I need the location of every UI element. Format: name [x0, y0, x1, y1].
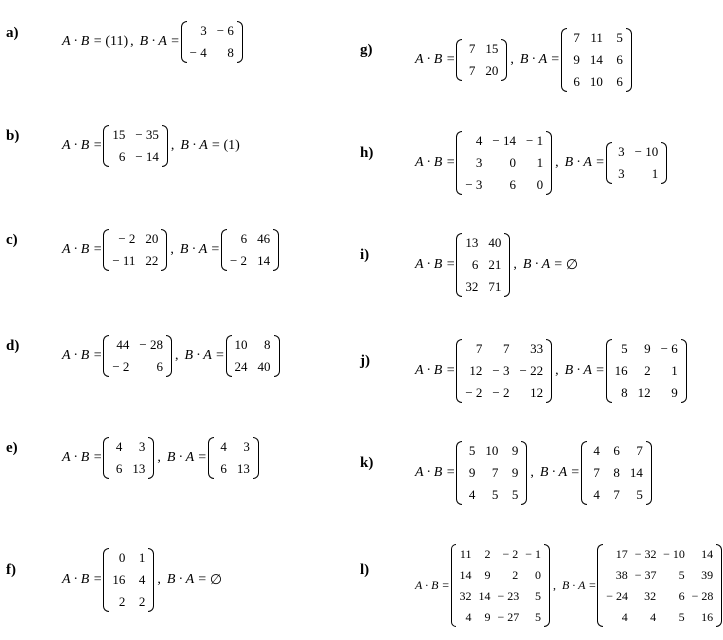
matrix-grid [109, 335, 166, 377]
right-paren [661, 142, 667, 184]
matrix-entry: 10 [234, 337, 248, 352]
matrix-entry: 0 [509, 155, 516, 170]
matrix-entry: − 3 [492, 363, 510, 378]
matrix-entry: 8 [227, 45, 234, 60]
matrix [456, 233, 510, 297]
problem-label: h) [360, 145, 374, 161]
matrix-entry: 14 [459, 567, 472, 582]
empty-set-symbol: ∅ [565, 257, 579, 273]
ab-product-label: A · B = [415, 465, 456, 480]
matrix-entry: 20 [145, 231, 159, 246]
matrix-entry: 4 [593, 443, 600, 458]
problem-label: l) [360, 562, 370, 578]
matrix-entry: − 2 [492, 385, 510, 400]
matrix-entry: 6 [509, 177, 516, 192]
matrix [581, 441, 652, 505]
matrix-entry: 0 [535, 567, 542, 582]
problem-label: e) [6, 440, 18, 456]
right-paren [544, 544, 550, 627]
matrix-entry: 12 [637, 385, 651, 400]
matrix-entry: 7 [468, 41, 476, 56]
matrix-entry: 4 [138, 572, 146, 587]
matrix-entry: 4 [621, 609, 628, 624]
matrix-entry: 38 [615, 567, 628, 582]
matrix-entry: 7 [503, 341, 510, 356]
matrix-entry: 2 [512, 567, 519, 582]
right-paren [504, 233, 510, 297]
problem-expression [415, 28, 633, 92]
matrix-entry: 40 [488, 235, 502, 250]
ab-product-label: A · B = [62, 34, 103, 49]
matrix [226, 335, 280, 377]
matrix [451, 544, 550, 627]
matrix-entry: 9 [484, 609, 491, 624]
comma-separator: , [555, 155, 559, 170]
matrix-grid [214, 437, 253, 479]
matrix-entry: 7 [468, 63, 476, 78]
matrix [208, 437, 259, 479]
matrix-entry: 2 [118, 594, 126, 609]
right-paren [546, 131, 552, 195]
matrix-entry: − 28 [691, 588, 714, 603]
problem-expression [415, 233, 578, 297]
problem-label: g) [360, 42, 373, 58]
matrix-grid [567, 28, 626, 92]
matrix-grid [109, 229, 161, 271]
matrix-entry: 9 [644, 341, 651, 356]
matrix-entry: 6 [118, 149, 126, 164]
ba-product-label: B · A = [179, 242, 220, 257]
matrix-entry: 4 [475, 133, 483, 148]
matrix-grid [462, 233, 504, 297]
matrix-entry: 13 [465, 235, 479, 250]
right-paren [546, 339, 552, 403]
matrix [456, 339, 552, 403]
matrix-entry: 44 [116, 337, 130, 352]
comma-separator: , [175, 348, 179, 363]
right-paren [646, 441, 652, 505]
matrix-entry: − 2 [502, 546, 519, 561]
matrix-entry: 5 [678, 567, 685, 582]
matrix [181, 21, 243, 63]
matrix-entry: 8 [264, 337, 271, 352]
matrix-entry: − 10 [663, 546, 685, 561]
matrix [606, 339, 687, 403]
problem-expression [62, 125, 240, 167]
matrix-entry: 33 [530, 341, 544, 356]
matrix-grid [462, 339, 546, 403]
matrix-entry: − 37 [634, 567, 657, 582]
matrix-entry: 7 [475, 341, 483, 356]
matrix-entry: 1 [138, 550, 146, 565]
scalar-result: (11) [105, 34, 129, 49]
matrix-grid [109, 125, 162, 167]
comma-separator: , [170, 138, 175, 153]
matrix-entry: 6 [678, 588, 685, 603]
matrix-entry: 20 [485, 63, 499, 78]
matrix-entry: 9 [671, 385, 678, 400]
matrix-entry: − 14 [135, 149, 159, 164]
comma-separator: , [510, 52, 514, 67]
ba-product-label: B · A = [180, 138, 221, 153]
matrix [456, 441, 527, 505]
matrix [103, 335, 172, 377]
matrix-entry: − 10 [634, 144, 659, 159]
matrix-entry: 2 [644, 363, 651, 378]
problem-expression [62, 229, 280, 271]
matrix-grid [587, 441, 646, 505]
matrix-entry: 5 [491, 487, 499, 502]
matrix-grid [232, 335, 274, 377]
right-paren [253, 437, 259, 479]
matrix-entry: 32 [459, 588, 472, 603]
matrix-entry: 0 [118, 550, 126, 565]
matrix-grid [456, 544, 544, 627]
matrix-entry: 16 [614, 363, 628, 378]
matrix-entry: 14 [589, 52, 603, 67]
matrix-entry: 6 [616, 52, 623, 67]
matrix-entry: 10 [589, 74, 603, 89]
empty-set-symbol: ∅ [209, 572, 223, 588]
problem-label: c) [6, 232, 18, 248]
matrix-entry: − 23 [497, 588, 520, 603]
matrix-entry: 10 [485, 443, 499, 458]
matrix-entry: 13 [132, 461, 146, 476]
problem-expression [415, 544, 723, 627]
matrix-entry: − 24 [606, 588, 629, 603]
matrix-entry: 8 [613, 465, 620, 480]
matrix-entry: 14 [257, 253, 271, 268]
problem-expression [62, 437, 260, 479]
ba-product-label: B · A = [522, 257, 563, 272]
matrix-entry: 3 [618, 166, 625, 181]
matrix-entry: 17 [615, 546, 628, 561]
matrix-entry: 4 [465, 609, 472, 624]
comma-separator: , [530, 465, 534, 480]
problem-label: b) [6, 128, 20, 144]
matrix-entry: 9 [511, 465, 519, 480]
matrix-entry: 2 [138, 594, 146, 609]
right-paren [716, 544, 722, 627]
matrix [456, 131, 552, 195]
problem-expression [62, 335, 281, 377]
matrix-grid [109, 548, 148, 612]
matrix-entry: − 2 [112, 359, 130, 374]
matrix-entry: 16 [112, 572, 126, 587]
matrix-entry: 9 [484, 567, 491, 582]
matrix-entry: 6 [616, 74, 623, 89]
problem-label: i) [360, 247, 370, 263]
right-paren [501, 39, 507, 81]
comma-separator: , [513, 257, 517, 272]
matrix-entry: 12 [469, 363, 483, 378]
matrix-entry: 4 [220, 439, 227, 454]
matrix-entry: 39 [701, 567, 714, 582]
right-paren [148, 548, 154, 612]
matrix-entry: 32 [644, 588, 657, 603]
matrix-entry: − 1 [526, 133, 544, 148]
matrix-entry: 9 [468, 465, 476, 480]
matrix-entry: − 11 [112, 253, 136, 268]
matrix-entry: − 1 [525, 546, 542, 561]
matrix-entry: − 32 [634, 546, 657, 561]
comma-separator: , [555, 363, 559, 378]
matrix-entry: 24 [234, 359, 248, 374]
right-paren [162, 125, 168, 167]
matrix-entry: − 35 [135, 127, 159, 142]
matrix-entry: 21 [488, 257, 502, 272]
comma-separator: , [552, 577, 556, 592]
matrix-entry: 15 [485, 41, 499, 56]
matrix-entry: 3 [200, 23, 207, 38]
ab-product-label: A · B = [62, 138, 103, 153]
problem-label: d) [6, 338, 20, 354]
comma-separator: , [130, 34, 134, 49]
matrix [561, 28, 632, 92]
matrix-entry: 6 [156, 359, 163, 374]
right-paren [626, 28, 632, 92]
ab-product-label: A · B = [62, 242, 103, 257]
problem-expression [62, 548, 222, 612]
ba-product-label: B · A = [564, 155, 605, 170]
problem-expression [62, 21, 244, 63]
matrix-grid [109, 437, 148, 479]
matrix-entry: 16 [701, 609, 714, 624]
problem-label: k) [360, 455, 374, 471]
matrix-entry: − 4 [189, 45, 207, 60]
matrix-entry: 5 [468, 443, 476, 458]
matrix-entry: 4 [468, 487, 476, 502]
matrix-grid [603, 544, 716, 627]
problem-expression [415, 131, 668, 195]
matrix-entry: 8 [621, 385, 628, 400]
matrix-entry: 5 [511, 487, 519, 502]
matrix-entry: 1 [671, 363, 678, 378]
matrix-entry: 6 [240, 231, 248, 246]
matrix-entry: − 22 [519, 363, 544, 378]
matrix-entry: − 14 [492, 133, 516, 148]
matrix-grid [462, 131, 546, 195]
matrix-entry: 22 [145, 253, 159, 268]
matrix [597, 544, 722, 627]
matrix-entry: 5 [621, 341, 628, 356]
matrix-entry: 4 [650, 609, 657, 624]
matrix-entry: 12 [530, 385, 544, 400]
matrix-entry: 3 [138, 439, 146, 454]
right-paren [166, 335, 172, 377]
matrix-entry: 13 [236, 461, 250, 476]
matrix-entry: 1 [651, 166, 659, 181]
ba-product-label: B · A = [561, 577, 597, 592]
right-paren [237, 21, 243, 63]
matrix-entry: 6 [573, 74, 580, 89]
right-paren [148, 437, 154, 479]
ba-product-label: B · A = [139, 34, 180, 49]
matrix-entry: − 2 [465, 385, 483, 400]
matrix-entry: − 6 [216, 23, 234, 38]
ab-product-label: A · B = [415, 363, 456, 378]
matrix-entry: 5 [678, 609, 685, 624]
matrix-entry: − 6 [660, 341, 678, 356]
matrix-grid [187, 21, 237, 63]
matrix-entry: 9 [511, 443, 519, 458]
problem-label: f) [6, 562, 16, 578]
scalar-result: (1) [223, 138, 240, 153]
matrix-entry: 0 [536, 177, 544, 192]
matrix [103, 229, 167, 271]
matrix-entry: 5 [636, 487, 643, 502]
comma-separator: , [157, 450, 161, 465]
matrix [103, 437, 154, 479]
ab-product-label: A · B = [62, 348, 103, 363]
matrix-entry: 14 [478, 588, 491, 603]
comma-separator: , [157, 572, 161, 587]
right-paren [521, 441, 527, 505]
ab-product-label: A · B = [415, 52, 456, 67]
matrix-entry: 14 [701, 546, 714, 561]
ab-product-label: A · B = [415, 155, 456, 170]
matrix-entry: 7 [636, 443, 643, 458]
matrix-entry: 5 [535, 609, 542, 624]
matrix-entry: 71 [488, 279, 502, 294]
matrix-grid [227, 229, 273, 271]
matrix-entry: 1 [536, 155, 544, 170]
matrix-entry: 6 [471, 257, 479, 272]
matrix-entry: − 2 [118, 231, 136, 246]
ba-product-label: B · A = [184, 348, 225, 363]
matrix-grid [612, 142, 662, 184]
right-paren [161, 229, 167, 271]
matrix-entry: 2 [484, 546, 491, 561]
matrix [456, 39, 507, 81]
matrix-grid [612, 339, 681, 403]
ab-product-label: A · B = [415, 257, 456, 272]
matrix-entry: 7 [491, 465, 499, 480]
matrix-grid [462, 441, 521, 505]
matrix-entry: 11 [459, 546, 472, 561]
matrix-grid [462, 39, 501, 81]
matrix-entry: 3 [618, 144, 625, 159]
problem-label: j) [360, 353, 370, 369]
matrix-entry: 6 [613, 443, 620, 458]
right-paren [681, 339, 687, 403]
matrix-entry: 4 [115, 439, 123, 454]
ba-product-label: B · A = [166, 450, 207, 465]
matrix-entry: 15 [112, 127, 126, 142]
matrix-entry: 7 [593, 465, 600, 480]
matrix [221, 229, 279, 271]
matrix-entry: − 2 [229, 253, 248, 268]
right-paren [273, 229, 279, 271]
matrix-entry: − 28 [139, 337, 163, 352]
problem-expression [415, 441, 653, 505]
matrix-entry: 6 [220, 461, 227, 476]
problem-label: a) [6, 25, 19, 41]
ab-product-label: A · B = [62, 450, 103, 465]
matrix-entry: 7 [613, 487, 620, 502]
comma-separator: , [170, 242, 174, 257]
ba-product-label: B · A = [539, 465, 580, 480]
matrix-entry: 9 [573, 52, 580, 67]
ba-product-label: B · A = [166, 572, 207, 587]
matrix-entry: 40 [257, 359, 271, 374]
ba-product-label: B · A = [564, 363, 605, 378]
matrix [606, 142, 668, 184]
matrix-entry: 46 [257, 231, 271, 246]
matrix-entry: 5 [616, 30, 623, 45]
ba-product-label: B · A = [519, 52, 560, 67]
matrix-entry: 11 [590, 30, 603, 45]
matrix [103, 125, 168, 167]
matrix-entry: 6 [115, 461, 123, 476]
matrix-entry: − 27 [497, 609, 520, 624]
right-paren [274, 335, 280, 377]
matrix [103, 548, 154, 612]
matrix-entry: − 3 [465, 177, 483, 192]
ab-product-label: A · B = [415, 577, 450, 592]
matrix-entry: 3 [475, 155, 483, 170]
matrix-entry: 7 [573, 30, 580, 45]
matrix-entry: 5 [535, 588, 542, 603]
problem-expression [415, 339, 688, 403]
matrix-entry: 3 [243, 439, 250, 454]
matrix-entry: 32 [465, 279, 479, 294]
matrix-entry: 4 [593, 487, 600, 502]
matrix-entry: 14 [629, 465, 643, 480]
ab-product-label: A · B = [62, 572, 103, 587]
